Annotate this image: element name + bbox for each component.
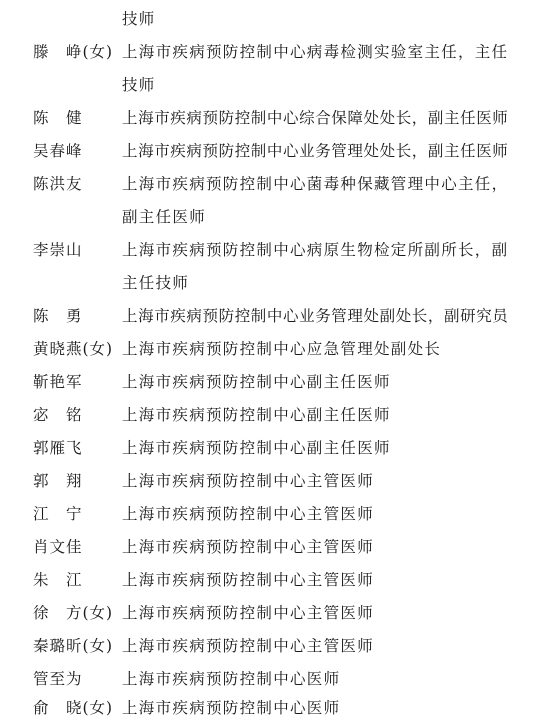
list-item bbox=[0, 69, 550, 102]
person-position: 上海市疾病预防控制中心医师 bbox=[122, 699, 341, 717]
list-item bbox=[0, 531, 550, 564]
person-name: 朱 江 bbox=[33, 571, 83, 589]
list-item bbox=[0, 399, 550, 432]
person-name: 肖文佳 bbox=[33, 538, 83, 556]
person-name: 江 宁 bbox=[33, 505, 83, 523]
person-name: 秦璐昕(女) bbox=[33, 637, 114, 655]
person-name: 陈 健 bbox=[33, 109, 83, 127]
person-position: 上海市疾病预防控制中心主管医师 bbox=[122, 538, 375, 556]
list-item bbox=[0, 630, 550, 663]
person-name: 靳艳军 bbox=[33, 373, 83, 391]
list-item bbox=[0, 168, 550, 201]
person-position: 上海市疾病预防控制中心菌毒种保藏管理中心主任， bbox=[122, 175, 509, 193]
person-position: 技师 bbox=[122, 10, 156, 28]
person-name: 黄晓燕(女) bbox=[33, 340, 114, 358]
person-position: 副主任医师 bbox=[122, 208, 207, 226]
person-position: 主任技师 bbox=[122, 274, 190, 292]
person-name: 徐 方(女) bbox=[33, 604, 114, 622]
person-name bbox=[33, 69, 121, 102]
list-item bbox=[0, 267, 550, 300]
list-item bbox=[0, 692, 550, 725]
list-item bbox=[0, 465, 550, 498]
list-item bbox=[0, 234, 550, 267]
person-position: 上海市疾病预防控制中心主管医师 bbox=[122, 571, 375, 589]
list-item bbox=[0, 333, 550, 366]
person-position: 上海市疾病预防控制中心应急管理处副处长 bbox=[122, 340, 442, 358]
list-item bbox=[0, 300, 550, 333]
list-item bbox=[0, 135, 550, 168]
person-position: 技师 bbox=[122, 76, 156, 94]
list-item bbox=[0, 102, 550, 135]
person-name: 李崇山 bbox=[33, 241, 83, 259]
person-position: 上海市疾病预防控制中心业务管理处副处长，副研究员 bbox=[122, 307, 509, 325]
list-item bbox=[0, 432, 550, 465]
person-position: 上海市疾病预防控制中心综合保障处处长，副主任医师 bbox=[122, 109, 509, 127]
list-item bbox=[0, 36, 550, 69]
person-name: 宓 铭 bbox=[33, 406, 83, 424]
list-item bbox=[0, 564, 550, 597]
list-item bbox=[0, 201, 550, 234]
person-position: 上海市疾病预防控制中心病毒检测实验室主任，主任 bbox=[122, 43, 509, 61]
person-name: 陈洪友 bbox=[33, 175, 83, 193]
person-position: 上海市疾病预防控制中心主管医师 bbox=[122, 472, 375, 490]
person-position: 上海市疾病预防控制中心副主任医师 bbox=[122, 406, 391, 424]
person-position: 上海市疾病预防控制中心病原生物检定所副所长，副 bbox=[122, 241, 509, 259]
person-position: 上海市疾病预防控制中心副主任医师 bbox=[122, 373, 391, 391]
person-name: 郭雁飞 bbox=[33, 439, 83, 457]
person-name: 吴春峰 bbox=[33, 142, 83, 160]
person-name: 陈 勇 bbox=[33, 307, 83, 325]
person-name: 俞 晓(女) bbox=[33, 699, 114, 717]
person-position: 上海市疾病预防控制中心医师 bbox=[122, 670, 341, 688]
person-position: 上海市疾病预防控制中心副主任医师 bbox=[122, 439, 391, 457]
person-name bbox=[33, 201, 121, 234]
person-name: 滕 峥(女) bbox=[33, 43, 114, 61]
person-position: 上海市疾病预防控制中心主管医师 bbox=[122, 604, 375, 622]
person-name: 郭 翔 bbox=[33, 472, 83, 490]
person-name bbox=[33, 267, 121, 300]
person-position: 上海市疾病预防控制中心主管医师 bbox=[122, 637, 375, 655]
person-name bbox=[33, 3, 121, 36]
person-name: 管至为 bbox=[33, 670, 83, 688]
list-item bbox=[0, 3, 550, 36]
person-position: 上海市疾病预防控制中心业务管理处处长，副主任医师 bbox=[122, 142, 509, 160]
person-position: 上海市疾病预防控制中心主管医师 bbox=[122, 505, 375, 523]
list-item bbox=[0, 597, 550, 630]
list-item bbox=[0, 498, 550, 531]
list-item bbox=[0, 366, 550, 399]
